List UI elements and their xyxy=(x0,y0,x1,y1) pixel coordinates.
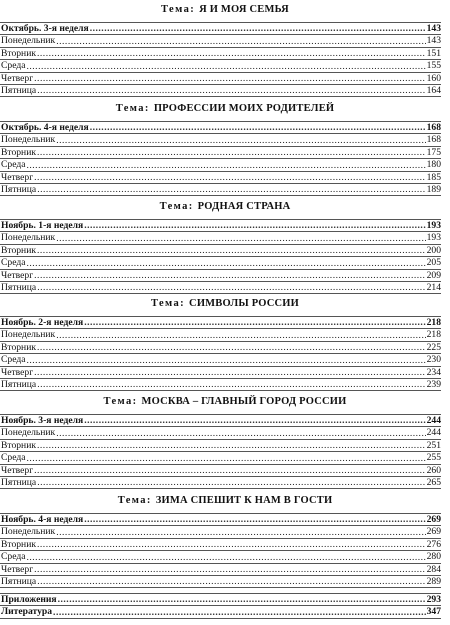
toc-entry-name: Приложения xyxy=(1,593,57,605)
toc-page-number: 151 xyxy=(426,47,441,59)
theme-heading xyxy=(0,3,450,17)
toc-entry-name: Четверг xyxy=(1,269,34,281)
dot-leader xyxy=(37,441,426,451)
toc-entry-name: Четверг xyxy=(1,563,34,575)
toc-day-row[interactable] xyxy=(0,282,441,294)
toc-day-row[interactable] xyxy=(0,551,441,563)
toc-entry-name: Пятница xyxy=(1,476,37,488)
toc-day-row[interactable] xyxy=(0,367,441,379)
dot-leader xyxy=(34,368,425,378)
toc-week-row[interactable] xyxy=(0,23,441,35)
dot-leader xyxy=(37,540,426,550)
toc-page-number: 284 xyxy=(426,563,441,575)
toc-week-row[interactable] xyxy=(0,594,441,606)
toc-entry-name: Пятница xyxy=(1,281,37,293)
theme-heading xyxy=(0,200,450,214)
toc-day-row[interactable] xyxy=(0,465,441,477)
dot-leader xyxy=(84,318,425,328)
toc-day-row[interactable] xyxy=(0,452,441,464)
theme-title: ЗИМА СПЕШИТ К НАМ В ГОСТИ xyxy=(155,495,333,506)
dot-leader xyxy=(84,416,425,426)
toc-entry-name: Вторник xyxy=(1,244,36,256)
toc-entry-name: Понедельник xyxy=(1,232,56,244)
dot-leader xyxy=(56,136,425,146)
toc-day-row[interactable] xyxy=(0,159,441,171)
toc-entry-name: Литература xyxy=(1,606,53,618)
toc-day-row[interactable] xyxy=(0,539,441,551)
toc-entry-name: Вторник xyxy=(1,341,36,353)
toc-page-number: 189 xyxy=(426,183,441,195)
toc-entry-name: Пятница xyxy=(1,183,37,195)
toc-entry-name: Вторник xyxy=(1,538,36,550)
toc-page-number: 185 xyxy=(426,171,441,183)
toc-day-row[interactable] xyxy=(0,232,441,244)
toc-day-row[interactable] xyxy=(0,184,441,196)
toc-week-row[interactable] xyxy=(0,220,441,232)
toc-day-row[interactable] xyxy=(0,172,441,184)
toc-page-number: 280 xyxy=(426,551,441,563)
toc-section xyxy=(0,395,450,489)
dot-leader xyxy=(58,595,426,605)
theme-heading xyxy=(0,494,450,508)
theme-heading xyxy=(0,297,450,311)
theme-title: СИМВОЛЫ РОССИИ xyxy=(189,298,300,309)
toc-page-number: 175 xyxy=(426,146,441,158)
toc-section xyxy=(0,3,450,97)
toc-entry-name: Октябрь. 4-я неделя xyxy=(1,121,89,133)
toc-entry-name: Четверг xyxy=(1,171,34,183)
toc-page-number: 251 xyxy=(426,439,441,451)
toc-page-number: 200 xyxy=(426,244,441,256)
toc-day-row[interactable] xyxy=(0,477,441,489)
dot-leader xyxy=(56,331,425,341)
toc-page-number: 289 xyxy=(426,575,441,587)
toc-day-row[interactable] xyxy=(0,134,441,146)
toc-week-row[interactable] xyxy=(0,317,441,329)
dot-leader xyxy=(56,234,425,244)
toc-day-row[interactable] xyxy=(0,270,441,282)
dot-leader xyxy=(37,577,425,587)
toc-page-number: 168 xyxy=(426,121,441,133)
toc-page-number: 143 xyxy=(426,22,441,34)
toc-entry-name: Понедельник xyxy=(1,134,56,146)
toc-page-number: 160 xyxy=(426,72,441,84)
toc-entry-name: Ноябрь. 2-я неделя xyxy=(1,316,84,328)
toc-week-row[interactable] xyxy=(0,122,441,134)
toc-page-number: 225 xyxy=(426,341,441,353)
dot-leader xyxy=(26,259,425,269)
theme-label: Тема: xyxy=(159,201,194,212)
theme-label: Тема: xyxy=(150,298,186,309)
toc-entry-name: Октябрь. 3-я неделя xyxy=(1,22,89,34)
toc-week-row[interactable] xyxy=(0,514,441,526)
toc-entry-name: Среда xyxy=(1,159,26,171)
dot-leader xyxy=(90,24,426,34)
dot-leader xyxy=(84,515,425,525)
toc-day-row[interactable] xyxy=(0,147,441,159)
toc-page-number: 269 xyxy=(426,513,441,525)
toc-day-row[interactable] xyxy=(0,60,441,72)
toc-entry-name: Ноябрь. 4-я неделя xyxy=(1,513,84,525)
toc-day-row[interactable] xyxy=(0,526,441,538)
toc-page-number: 180 xyxy=(426,159,441,171)
toc-entry-name: Ноябрь. 1-я неделя xyxy=(1,219,84,231)
toc-page-number: 164 xyxy=(426,84,441,96)
dot-leader xyxy=(26,553,425,563)
toc-day-row[interactable] xyxy=(0,564,441,576)
dot-leader xyxy=(90,123,426,133)
toc-page-number: 269 xyxy=(426,526,441,538)
toc-entry-name: Среда xyxy=(1,60,26,72)
toc-page-number: 168 xyxy=(426,134,441,146)
theme-label: Тема: xyxy=(117,495,152,506)
toc-entry-name: Четверг xyxy=(1,72,34,84)
toc-section xyxy=(0,297,450,391)
theme-heading xyxy=(0,102,450,116)
dot-leader xyxy=(37,148,426,158)
toc-day-row[interactable] xyxy=(0,257,441,269)
theme-title: ПРОФЕССИИ МОИХ РОДИТЕЛЕЙ xyxy=(153,103,335,114)
toc-page-number: 218 xyxy=(426,316,441,328)
toc-page-number: 260 xyxy=(426,464,441,476)
toc-entry-name: Вторник xyxy=(1,47,36,59)
dot-leader xyxy=(34,466,425,476)
toc-entry-name: Понедельник xyxy=(1,329,56,341)
dot-leader xyxy=(37,478,425,488)
theme-label: Тема: xyxy=(161,4,196,15)
toc-page-number: 218 xyxy=(426,329,441,341)
dot-leader xyxy=(37,185,425,195)
toc-day-row[interactable] xyxy=(0,245,441,257)
toc-day-row[interactable] xyxy=(0,342,441,354)
dot-leader xyxy=(56,528,425,538)
toc-entry-name: Среда xyxy=(1,452,26,464)
theme-title: Я И МОЯ СЕМЬЯ xyxy=(199,4,289,15)
dot-leader xyxy=(26,454,425,464)
theme-title: МОСКВА – ГЛАВНЫЙ ГОРОД РОССИИ xyxy=(141,396,347,407)
toc-page-number: 205 xyxy=(426,257,441,269)
dot-leader xyxy=(56,429,425,439)
toc-entry-name: Ноябрь. 3-я неделя xyxy=(1,414,84,426)
toc-entry-name: Понедельник xyxy=(1,427,56,439)
toc-page-number: 265 xyxy=(426,476,441,488)
toc-entry-name: Понедельник xyxy=(1,35,56,47)
toc-page-number: 255 xyxy=(426,452,441,464)
toc-page-number: 193 xyxy=(426,232,441,244)
theme-title: РОДНАЯ СТРАНА xyxy=(197,201,291,212)
toc-page-number: 244 xyxy=(426,427,441,439)
toc-day-row[interactable] xyxy=(0,440,441,452)
dot-leader xyxy=(34,173,425,183)
toc-entry-name: Пятница xyxy=(1,575,37,587)
toc-day-row[interactable] xyxy=(0,48,441,60)
toc-day-row[interactable] xyxy=(0,85,441,97)
toc-entry-name: Понедельник xyxy=(1,526,56,538)
toc-page-number: 293 xyxy=(426,593,441,605)
toc-week-row[interactable] xyxy=(0,415,441,427)
toc-entry-name: Пятница xyxy=(1,378,37,390)
toc-page-number: 230 xyxy=(426,354,441,366)
dot-leader xyxy=(34,74,425,84)
dot-leader xyxy=(37,246,426,256)
toc-page-number: 155 xyxy=(426,60,441,72)
theme-label: Тема: xyxy=(115,103,150,114)
toc-day-row[interactable] xyxy=(0,576,441,588)
toc-page-number: 143 xyxy=(426,35,441,47)
toc-page-number: 234 xyxy=(426,366,441,378)
toc-section xyxy=(0,494,450,588)
theme-heading xyxy=(0,395,450,409)
toc-week-row[interactable] xyxy=(0,606,441,618)
dot-leader xyxy=(34,271,425,281)
toc-section xyxy=(0,200,450,294)
theme-label: Тема: xyxy=(103,396,138,407)
appendix-section xyxy=(0,593,450,619)
toc-day-row[interactable] xyxy=(0,329,441,341)
toc-page-number: 209 xyxy=(426,269,441,281)
dot-leader xyxy=(37,49,426,59)
toc-entry-name: Пятница xyxy=(1,84,37,96)
toc-page-number: 276 xyxy=(426,538,441,550)
toc-section xyxy=(0,102,450,196)
toc-day-row[interactable] xyxy=(0,427,441,439)
toc-page-number: 347 xyxy=(426,606,441,618)
dot-leader xyxy=(84,221,425,231)
dot-leader xyxy=(53,608,426,618)
toc-page-number: 244 xyxy=(426,414,441,426)
dot-leader xyxy=(26,62,425,72)
dot-leader xyxy=(37,343,426,353)
dot-leader xyxy=(26,161,425,171)
toc-page-number: 193 xyxy=(426,219,441,231)
toc-entry-name: Среда xyxy=(1,354,26,366)
toc-entry-name: Четверг xyxy=(1,464,34,476)
toc-entry-name: Четверг xyxy=(1,366,34,378)
toc-page-number: 239 xyxy=(426,378,441,390)
toc-page-number: 214 xyxy=(426,281,441,293)
dot-leader xyxy=(37,86,425,96)
toc-day-row[interactable] xyxy=(0,35,441,47)
dot-leader xyxy=(37,283,425,293)
toc-day-row[interactable] xyxy=(0,354,441,366)
toc-entry-name: Среда xyxy=(1,257,26,269)
toc-day-row[interactable] xyxy=(0,73,441,85)
dot-leader xyxy=(26,356,425,366)
toc-entry-name: Вторник xyxy=(1,146,36,158)
dot-leader xyxy=(34,565,425,575)
dot-leader xyxy=(37,380,425,390)
toc-day-row[interactable] xyxy=(0,379,441,391)
toc-entry-name: Вторник xyxy=(1,439,36,451)
toc-entry-name: Среда xyxy=(1,551,26,563)
dot-leader xyxy=(56,37,425,47)
